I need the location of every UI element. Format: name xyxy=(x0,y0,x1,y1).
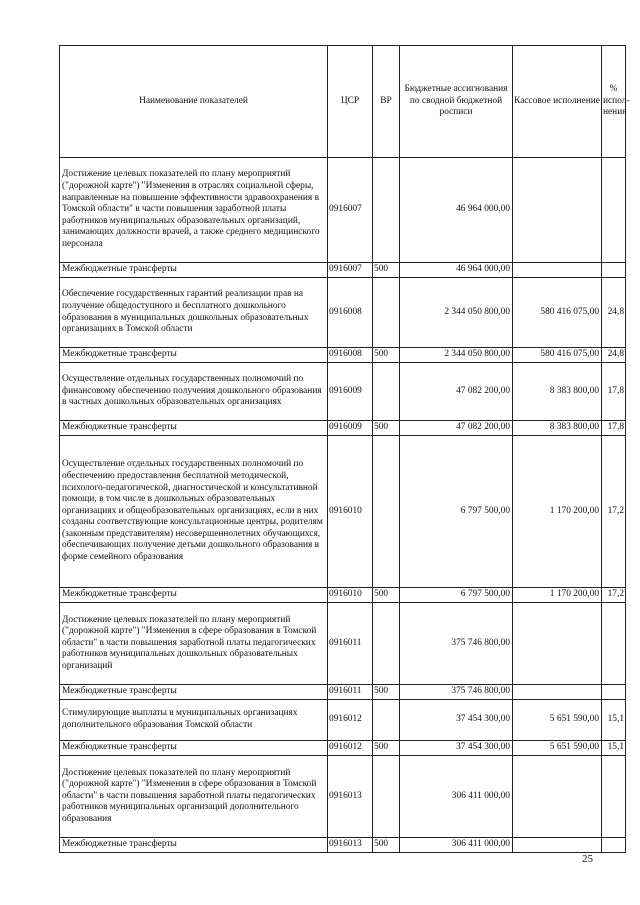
row-vr: 500 xyxy=(373,348,400,363)
row-csr: 0916007 xyxy=(328,158,373,263)
row-vr: 500 xyxy=(373,421,400,436)
row-budget: 47 082 200,00 xyxy=(400,363,513,421)
table-row xyxy=(60,263,626,278)
row-cash xyxy=(513,158,602,263)
table-row xyxy=(60,756,626,838)
row-pct xyxy=(602,838,626,853)
row-name: Осуществление отдельных государственных полномочий по финансовому обеспечению получения дошкольного образования в частных дошкольных образовательных организациях xyxy=(60,363,328,421)
header-cash: Кассовое исполнение xyxy=(513,46,602,158)
row-cash xyxy=(513,756,602,838)
row-vr: 500 xyxy=(373,685,400,700)
table-row xyxy=(60,588,626,603)
row-cash: 5 651 590,00 xyxy=(513,700,602,741)
budget-execution-table xyxy=(59,45,630,853)
header-csr: ЦСР xyxy=(328,46,373,158)
row-csr: 0916009 xyxy=(328,421,373,436)
row-budget: 46 964 000,00 xyxy=(400,263,513,278)
row-budget: 2 344 050 800,00 xyxy=(400,278,513,348)
row-cash xyxy=(513,263,602,278)
row-csr: 0916011 xyxy=(328,603,373,685)
row-csr: 0916007 xyxy=(328,263,373,278)
row-pct: 15,1 xyxy=(602,741,626,756)
row-cash xyxy=(513,685,602,700)
row-vr: 500 xyxy=(373,588,400,603)
row-budget: 37 454 300,00 xyxy=(400,700,513,741)
table-row xyxy=(60,158,626,263)
row-vr xyxy=(373,700,400,741)
row-budget: 375 746 800,00 xyxy=(400,685,513,700)
table-header-row xyxy=(60,46,626,158)
row-vr: 500 xyxy=(373,838,400,853)
row-cash: 8 383 800,00 xyxy=(513,421,602,436)
header-vr: ВР xyxy=(373,46,400,158)
table-row xyxy=(60,278,626,348)
row-csr: 0916013 xyxy=(328,756,373,838)
row-vr xyxy=(373,436,400,588)
row-budget: 375 746 800,00 xyxy=(400,603,513,685)
row-cash xyxy=(513,603,602,685)
row-name: Межбюджетные трансферты xyxy=(60,263,328,278)
row-name: Стимулирующие выплаты в муниципальных организациях дополнительного образования Томской области xyxy=(60,700,328,741)
row-vr xyxy=(373,278,400,348)
row-pct xyxy=(602,158,626,263)
row-name: Достижение целевых показателей по плану мероприятий ("дорожной карте") "Изменения в отраслях социальной сферы, направленные на повышение эффективности здравоохранения в Томской области" в части повышения заработной платы работников муниципальных образовательных организаций, занимающих должности врачей, а также среднего медицинского персонала xyxy=(60,158,328,263)
table-row xyxy=(60,741,626,756)
row-cash xyxy=(513,838,602,853)
table-row xyxy=(60,603,626,685)
row-csr: 0916012 xyxy=(328,741,373,756)
row-cash: 1 170 200,00 xyxy=(513,588,602,603)
row-csr: 0916010 xyxy=(328,588,373,603)
row-name: Осуществление отдельных государственных полномочий по обеспечению предоставления бесплатной методической, психолого-педагогической, диагностической и консультативной помощи, в том числе в дошкольных образовательных организациях и общеобразовательных организациях, если в них созданы соответствующие консультационные центры, родителям (законным представителям) несовершеннолетних обучающихся, обеспечивающих получение детьми дошкольного образования в форме семейного образования xyxy=(60,436,328,588)
row-name: Обеспечение государственных гарантий реализации прав на получение общедоступного и бесплатного дошкольного образования в муниципальных дошкольных образовательных организациях в Томской области xyxy=(60,278,328,348)
row-name: Межбюджетные трансферты xyxy=(60,588,328,603)
row-pct xyxy=(602,603,626,685)
row-budget: 2 344 050 800,00 xyxy=(400,348,513,363)
table-row xyxy=(60,348,626,363)
row-pct xyxy=(602,685,626,700)
row-cash: 8 383 800,00 xyxy=(513,363,602,421)
row-vr xyxy=(373,756,400,838)
row-pct: 17,8 xyxy=(602,421,626,436)
row-budget: 47 082 200,00 xyxy=(400,421,513,436)
row-csr: 0916008 xyxy=(328,348,373,363)
row-csr: 0916010 xyxy=(328,436,373,588)
table-row xyxy=(60,436,626,588)
row-cash: 5 651 590,00 xyxy=(513,741,602,756)
row-pct: 24,8 xyxy=(602,348,626,363)
header-budget: Бюджетные ассигнования по сводной бюджетной росписи xyxy=(400,46,513,158)
row-cash: 1 170 200,00 xyxy=(513,436,602,588)
row-name: Достижение целевых показателей по плану мероприятий ("дорожной карте") "Изменения в сфере образования в Томской области" в части повышения заработной платы педагогических работников муниципальных дошкольных образовательных организаций xyxy=(60,603,328,685)
row-budget: 306 411 000,00 xyxy=(400,756,513,838)
row-vr xyxy=(373,603,400,685)
row-vr: 500 xyxy=(373,263,400,278)
page-number: 25 xyxy=(582,853,593,865)
row-name: Достижение целевых показателей по плану мероприятий ("дорожной карте") "Изменения в сфере образования в Томской области" в части повышения заработной платы педагогических работников муниципальных организаций дополнительного образования xyxy=(60,756,328,838)
row-cash: 580 416 075,00 xyxy=(513,278,602,348)
row-vr xyxy=(373,158,400,263)
row-budget: 46 964 000,00 xyxy=(400,158,513,263)
row-budget: 6 797 500,00 xyxy=(400,588,513,603)
row-name: Межбюджетные трансферты xyxy=(60,685,328,700)
row-cash: 580 416 075,00 xyxy=(513,348,602,363)
table-row xyxy=(60,421,626,436)
row-budget: 306 411 000,00 xyxy=(400,838,513,853)
row-csr: 0916009 xyxy=(328,363,373,421)
row-name: Межбюджетные трансферты xyxy=(60,421,328,436)
row-budget: 37 454 300,00 xyxy=(400,741,513,756)
row-csr: 0916008 xyxy=(328,278,373,348)
row-pct xyxy=(602,756,626,838)
table-row xyxy=(60,838,626,853)
row-csr: 0916013 xyxy=(328,838,373,853)
row-name: Межбюджетные трансферты xyxy=(60,348,328,363)
row-name: Межбюджетные трансферты xyxy=(60,741,328,756)
row-name: Межбюджетные трансферты xyxy=(60,838,328,853)
row-vr: 500 xyxy=(373,741,400,756)
row-csr: 0916012 xyxy=(328,700,373,741)
row-pct xyxy=(602,263,626,278)
row-vr xyxy=(373,363,400,421)
row-csr: 0916011 xyxy=(328,685,373,700)
table-row xyxy=(60,685,626,700)
row-pct: 24,8 xyxy=(602,278,626,348)
row-pct: 17,2 xyxy=(602,436,626,588)
header-pct: % испол-нения xyxy=(602,46,626,158)
row-pct: 17,8 xyxy=(602,363,626,421)
row-pct: 17,2 xyxy=(602,588,626,603)
table-row xyxy=(60,700,626,741)
row-budget: 6 797 500,00 xyxy=(400,436,513,588)
row-pct: 15,1 xyxy=(602,700,626,741)
table-row xyxy=(60,363,626,421)
header-name: Наименование показателей xyxy=(60,46,328,158)
